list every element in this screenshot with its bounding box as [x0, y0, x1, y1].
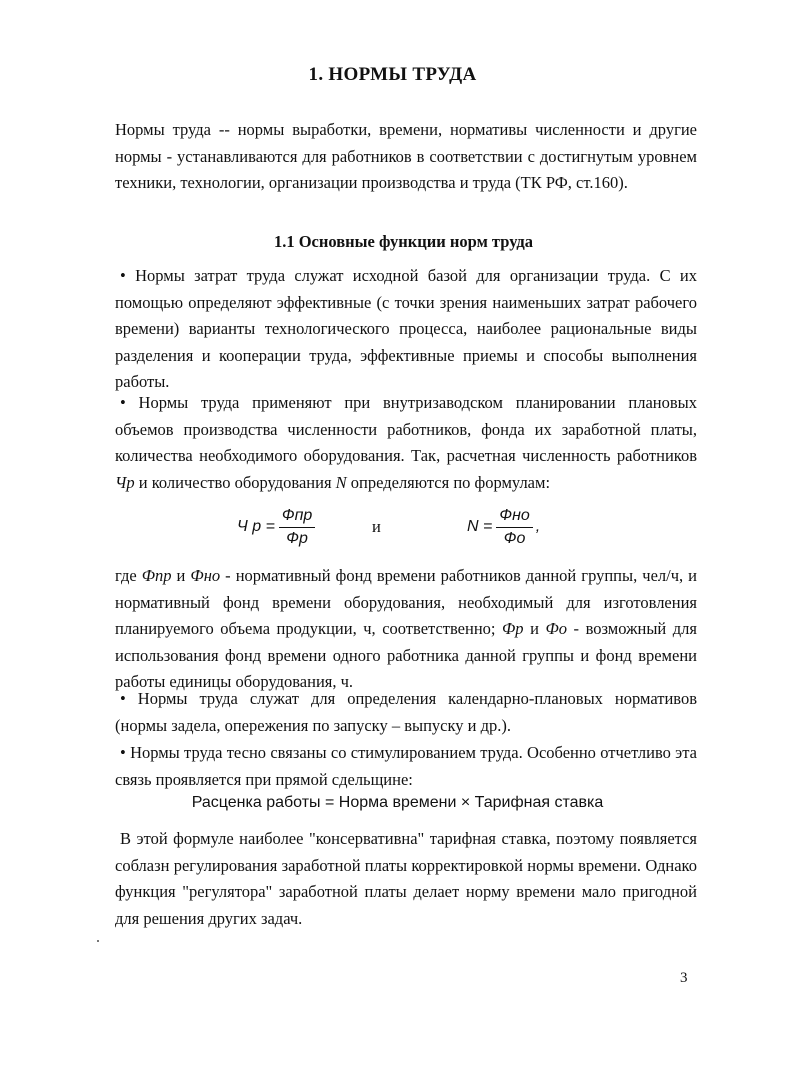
- section-subtitle: 1.1 Основные функции норм труда: [273, 232, 534, 251]
- closing-paragraph: В этой формуле наиболее "консервативна" тарифная ставка, поэтому появляется соблазн регулирования заработной платы корректировкой нормы времени. Однако функция "регулятора" заработной платы делает норму времени мало пригодной для решения других задач.: [115, 829, 697, 928]
- where-var-3: Фр: [502, 619, 524, 638]
- wage-equation: Расценка работы = Норма времени × Тарифная ставка: [191, 794, 604, 811]
- page-number: 3: [680, 970, 688, 986]
- where-paragraph: [115, 563, 697, 696]
- scan-speck: [97, 940, 99, 942]
- var-equipment-count: N: [335, 472, 347, 492]
- bullet2-text-c: определяются по формулам:: [346, 472, 551, 492]
- where-var-1: Фпр: [141, 566, 172, 585]
- formula1-fraction: [279, 507, 315, 548]
- where-text-e: - возможный для использования фонд времени одного работника данной группы и фонд времени работы единицы оборудования, ч.: [115, 619, 697, 691]
- bullet2-text-b: и количество оборудования: [134, 472, 336, 492]
- formulas-block: [115, 500, 697, 560]
- intro-text: Нормы труда -- нормы выработки, времени, нормативы численности и другие нормы - устанавливаются для работников в соответствии с достигнутым уровнем техники, технологии, организации производства и труда (ТК РФ, ст.160).: [115, 120, 697, 192]
- bullet-paragraph-2: [115, 390, 697, 496]
- where-text-a: где: [115, 566, 142, 585]
- var-workers-count: Чр: [115, 472, 135, 492]
- where-text-d: и: [523, 619, 546, 638]
- formula1-lhs: Ч р =: [237, 518, 275, 535]
- bullet-paragraph-3: • Нормы труда служат для определения календарно-плановых нормативов (нормы задела, опережения по запуску – выпуску и др.).: [115, 689, 697, 735]
- where-text-c: - нормативный фонд времени работников данной группы, чел/ч, и нормативный фонд времени оборудования, необходимый для изготовления планируемого объема продукции, ч, соответственно;: [115, 566, 698, 638]
- bullet-paragraph-4: • Нормы труда тесно связаны со стимулированием труда. Особенно отчетливо эта связь проявляется при прямой сдельщине:: [115, 743, 697, 789]
- intro-paragraph: [115, 117, 697, 197]
- formula1-numerator: Фпр: [279, 507, 315, 528]
- page-title: 1. НОРМЫ ТРУДА: [308, 64, 477, 85]
- formula-workers: [237, 500, 315, 554]
- formula-equipment: [467, 500, 540, 554]
- formula1-denominator: Фр: [286, 529, 308, 547]
- formula2-numerator: Фно: [496, 507, 532, 528]
- formula2-denominator: Фо: [503, 529, 526, 547]
- formula2-lhs: N =: [467, 518, 493, 535]
- where-var-2: Фно: [190, 566, 221, 585]
- formula2-fraction: [496, 507, 532, 548]
- bullet-paragraph-1: • Нормы затрат труда служат исходной базой для организации труда. С их помощью определяют эффективные (с точки зрения наименьших затрат рабочего времени) варианты технологического процесса, наиболее рациональные виды разделения и кооперации труда, эффективные приемы и способы выполнения работы.: [115, 266, 697, 391]
- formula2-tail: ,: [535, 518, 541, 535]
- where-var-4: Фо: [545, 619, 568, 638]
- formula-conjunction: и: [372, 517, 381, 536]
- where-text-b: и: [171, 566, 191, 585]
- bullet2-text-a: • Нормы труда применяют при внутризаводском планировании плановых объемов производства численности работников, фонда их заработной платы, количества необходимого оборудования. Так, расчетная численность работников: [115, 393, 697, 465]
